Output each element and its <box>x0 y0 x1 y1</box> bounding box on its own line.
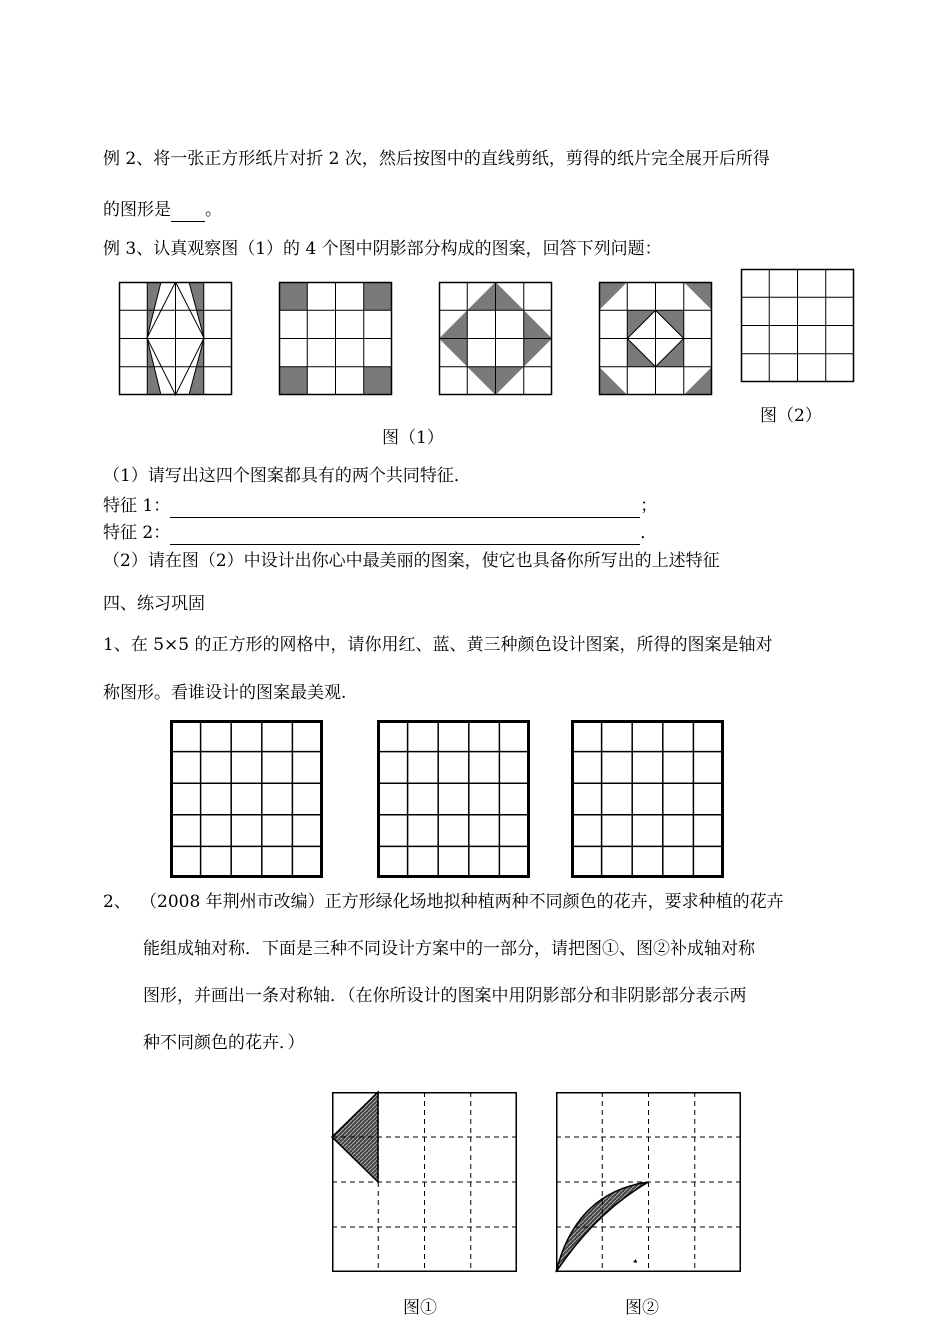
figure-b-caption: 图② <box>625 1298 659 1318</box>
figure-a-grid[interactable] <box>332 1092 517 1272</box>
ex2-line4: 种不同颜色的花卉．） <box>143 1033 305 1053</box>
question-2: （2）请在图（2）中设计出你心中最美丽的图案，使它也具备你所写出的上述特征 <box>103 551 720 571</box>
feature-2-row <box>103 520 657 545</box>
ex2-number: 2、 <box>103 892 131 912</box>
example2-line2-end: 。 <box>205 200 222 220</box>
ex1-line1: 1、在 5×5 的正方形的网格中，请你用红、蓝、黄三种颜色设计图案，所得的图案是轴对 <box>103 635 773 655</box>
ex2-line2: 能组成轴对称．下面是三种不同设计方案中的一部分，请把图①、图②补成轴对称 <box>143 939 755 959</box>
pattern-diamond <box>119 282 232 395</box>
figure-a-caption: 图① <box>403 1298 437 1318</box>
pattern-corners <box>279 282 392 395</box>
ex1-line2: 称图形。看谁设计的图案最美观. <box>103 683 347 703</box>
pattern-triangles <box>439 282 552 395</box>
figure-b-grid[interactable] <box>556 1092 741 1272</box>
color-grid-3[interactable] <box>571 720 724 878</box>
feature-1-end: ； <box>640 496 658 516</box>
example2-line1: 例 2、将一张正方形纸片对折 2 次，然后按图中的直线剪纸，剪得的纸片完全展开后所得 <box>103 149 770 169</box>
fig2-caption: 图（2） <box>760 406 822 426</box>
feature-2-end: ． <box>640 523 658 543</box>
feature-1-blank[interactable] <box>170 493 640 518</box>
answer-blank[interactable] <box>171 197 205 222</box>
section4-title: 四、练习巩固 <box>103 594 205 614</box>
feature-1-label: 特征 1： <box>103 496 171 516</box>
fig1-caption: 图（1） <box>382 428 444 448</box>
feature-2-blank[interactable] <box>170 520 640 545</box>
pattern-pinwheel <box>599 282 712 395</box>
color-grid-1[interactable] <box>170 720 323 878</box>
question-1: （1）请写出这四个图案都具有的两个共同特征． <box>103 466 471 486</box>
example3-intro: 例 3、认真观察图（1）的 4 个图中阴影部分构成的图案，回答下列问题： <box>103 239 662 259</box>
example2-line2 <box>103 197 222 222</box>
example2-line2-text: 的图形是 <box>103 200 171 220</box>
design-grid-fig2[interactable] <box>741 269 854 382</box>
color-grid-2[interactable] <box>377 720 530 878</box>
feature-2-label: 特征 2： <box>103 523 171 543</box>
ex2-line3: 图形，并画出一条对称轴．（在你所设计的图案中用阴影部分和非阴影部分表示两 <box>143 986 747 1006</box>
ex2-line1: （2008 年荆州市改编）正方形绿化场地拟种植两种不同颜色的花卉，要求种植的花卉 <box>140 892 784 912</box>
feature-1-row <box>103 493 657 518</box>
